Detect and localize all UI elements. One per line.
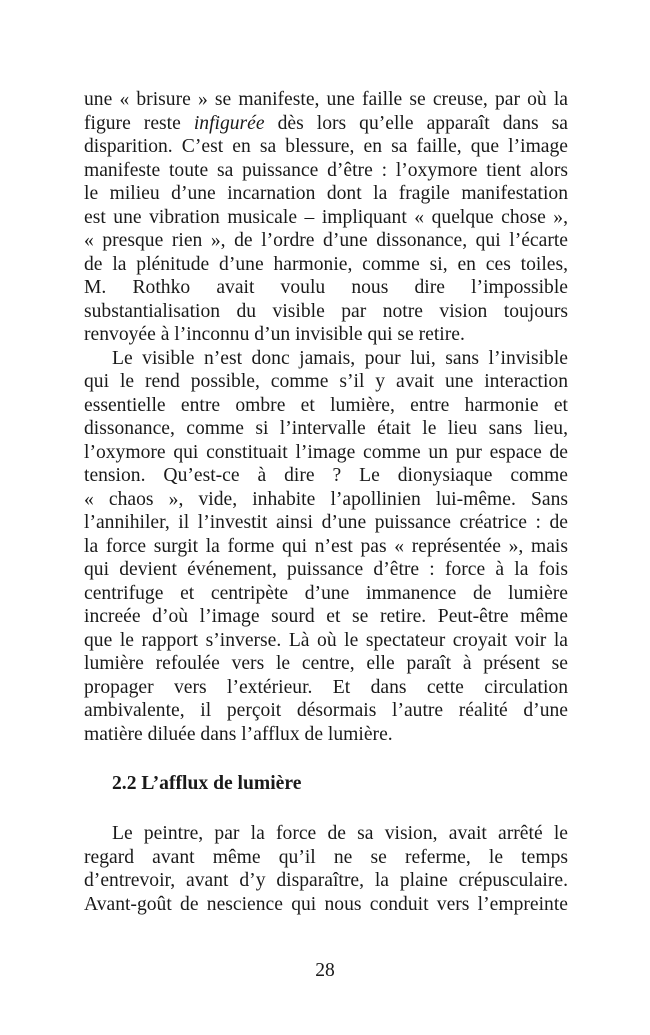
text-line: « presque rien », de l’ordre d’une dissonance, qui l’écarte — [84, 230, 568, 251]
text-line: tension. Qu’est-ce à dire ? Le dionysiaque comme — [84, 465, 568, 486]
text-line: qui le rend possible, comme s’il y avait une interaction — [84, 371, 568, 392]
text-line: est une vibration musicale – impliquant « quelque chose », — [84, 206, 568, 228]
text-line: ambivalente, il perçoit désormais l’autre réalité d’une — [84, 700, 568, 721]
text-line: une « brisure » se manifeste, une faille se creuse, par où la — [84, 89, 568, 110]
text-line: Le visible n’est donc jamais, pour lui, sans l’invisible — [112, 347, 568, 369]
text-line: d’entrevoir, avant d’y disparaître, la plaine crépusculaire. — [84, 870, 568, 891]
text-line: le milieu d’une incarnation dont la fragile manifestation — [84, 183, 568, 204]
page-body — [84, 88, 568, 916]
text-line: centrifuge et centripète d’une immanence de lumière — [84, 582, 568, 604]
text-line: substantialisation du visible par notre vision toujours — [84, 300, 568, 322]
text-line: de la plénitude d’une harmonie, comme si, en ces toiles, — [84, 253, 568, 275]
text-line: figure reste infigurée dès lors qu’elle apparaît dans sa — [84, 112, 568, 134]
text-line: lumière refoulée vers le centre, elle paraît à présent se — [84, 653, 568, 674]
text-line: regard avant même qu’il ne se referme, le temps — [84, 846, 568, 868]
text-line: disparition. C’est en sa blessure, en sa faille, que l’image — [84, 136, 568, 157]
text-line: que le rapport s’inverse. Là où le spectateur croyait voir la — [84, 629, 568, 651]
text-line: manifeste toute sa puissance d’être : l’oxymore tient alors — [84, 159, 568, 181]
paragraph-1 — [84, 88, 568, 347]
text-line: l’oxymore qui constituait l’image comme un pur espace de — [84, 441, 568, 463]
page-number: 28 — [315, 960, 335, 981]
text-line: dissonance, comme si l’intervalle était le lieu sans lieu, — [84, 418, 568, 439]
section-heading: 2.2 L’afflux de lumière — [112, 773, 302, 794]
text-line: la force surgit la forme qui n’est pas « représentée », mais — [84, 535, 568, 557]
text-line: Avant-goût de nescience qui nous conduit vers l’empreinte — [84, 893, 568, 915]
text-line: essentielle entre ombre et lumière, entre harmonie et — [84, 394, 568, 416]
paragraph-2 — [84, 347, 568, 747]
text-line: matière diluée dans l’afflux de lumière. — [84, 723, 393, 745]
italic-word: infigurée — [193, 112, 265, 134]
text-line: increée d’où l’image sourd et se retire. Peut-être même — [84, 606, 568, 627]
text-line: renvoyée à l’inconnu d’un invisible qui se retire. — [84, 324, 465, 345]
text-line: M. Rothko avait voulu nous dire l’impossible — [84, 277, 568, 298]
text-line: Le peintre, par la force de sa vision, avait arrêté le — [112, 823, 568, 844]
text-line: qui devient événement, puissance d’être : force à la fois — [84, 559, 568, 580]
text-line: l’annihiler, il l’investit ainsi d’une puissance créatrice : de — [84, 512, 568, 533]
text-line: « chaos », vide, inhabite l’apollinien lui-même. Sans — [84, 488, 568, 510]
text-line: propager vers l’extérieur. Et dans cette circulation — [84, 676, 568, 698]
paragraph-3 — [84, 822, 568, 916]
